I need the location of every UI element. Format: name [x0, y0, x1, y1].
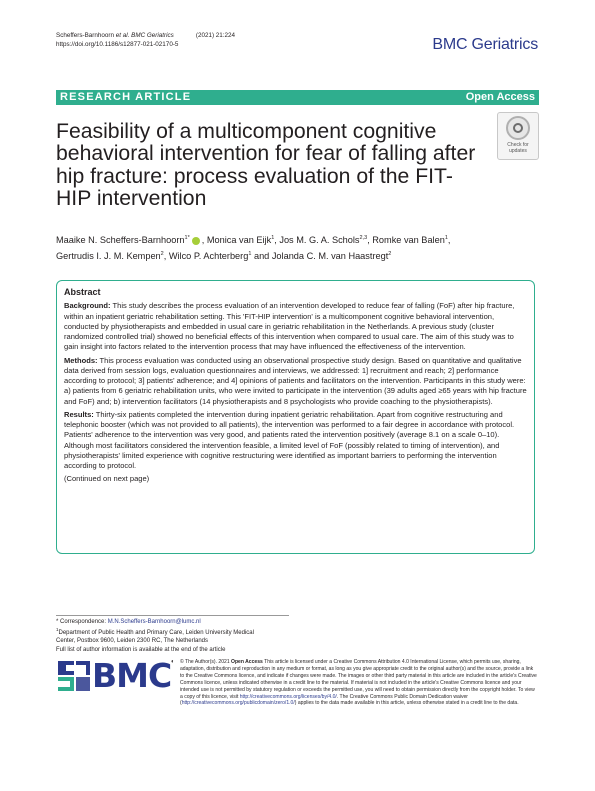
author-list: Maaike N. Scheffers-Barnhoorn$^{1*}$ , Monica van Eijk$^1$, Jos M. G. A. Schols$^{2,3}$, Romke van Balen$^1$, Gertrudis I. J. M. Kempen$^2$, Wilco P. Achterberg$^1$ and Jolanda C. M. van Haastregt$^2$ — [56, 235, 451, 261]
bmc-logo-text: BMC — [92, 656, 172, 695]
article-meta — [56, 31, 235, 49]
author-affiliation: 1* — [184, 235, 190, 241]
license-body: ) applies to the data made available in this article, unless otherwise stated in a credit line to the data. — [294, 700, 519, 707]
license-body: . The Creative Commons Public Domain Dedication waiver ( — [180, 693, 468, 707]
section-text: This study describes the process evaluation of an intervention developed to reduce fear of falling (FoF) after hip fracture, within an inpatient geriatric rehabilitation setting. This 'FIT-HIP intervention' is a multicomponent cognitive behavioral intervention, conducted by physiotherapists and embedded in usual care in geriatric rehabilitation in the Netherlands. A previous study (cluster randomized controlled trial) showed no beneficial effects of this intervention when compared to usual care. The aim of this study was to gain insight into factors related to the intervention process that may have influenced the effectiveness of the intervention. — [64, 301, 515, 352]
article-title: Feasibility of a multicomponent cognitive behavioral intervention for fear of falling after hip fracture: process evaluation of the FIT-HIP intervention — [56, 120, 476, 211]
author-affiliation: 1 — [248, 250, 252, 257]
footnote-divider — [56, 615, 289, 616]
article-type-banner — [56, 90, 539, 105]
license-text — [180, 659, 537, 707]
affiliation-text: Department of Public Health and Primary Care, Leiden University Medical — [58, 630, 254, 637]
copyright: © The Author(s). 2021 — [180, 659, 232, 665]
author-name: , Romke van Balen — [367, 235, 445, 246]
abstract-heading: Abstract — [64, 287, 101, 297]
author-name: , Jos M. G. A. Schols — [274, 235, 360, 246]
author-affiliation: 2 — [388, 250, 392, 257]
section-label: Methods: — [64, 355, 98, 365]
section-text: Thirty-six patients completed the intervention during inpatient geriatric rehabilitation. Apart from cognitive restructuring and telephonic booster (which was not provided to all patients), the intervention was performed to a fair degree in accordance with protocol. Patients' adherence to the intervention was very good, and patients rated the intervention positively (average 8.1 on a scale 0–10). Although most facilitators considered the intervention feasible, a limited level of FoF (possibly related to timing of intervention), and physiotherapists' limited experience with cognitive restructuring were identified as important barriers to performing the intervention according to protocol. — [64, 409, 515, 470]
section-text: This process evaluation was conducted using an observational prospective study design. Based on quantitative and qualitative data derived from session logs, evaluation questionnaires and interviews, we addressed: 1] recruitment and reach; 2] performance according to protocol; 3] patients' adherence; and 4] opinions of patients and facilitators on the intervention. Participants in this study were: a) patients from 6 geriatric rehabilitation units, who were invited to participate in the intervention (39 adults aged ≥65 years with hip fracture and FoF) and; b) intervention facilitators (14 physiotherapists and 8 psychologists who provide coaching to the physiotherapists). — [64, 355, 527, 406]
abstract-methods — [64, 356, 528, 407]
open-access-icon: ◐ — [171, 659, 175, 665]
citation — [56, 31, 235, 40]
doi-link[interactable]: https://doi.org/10.1186/s12877-021-02170-5 — [56, 41, 179, 48]
open-access-label: Open Access — [231, 659, 263, 665]
author-name: Maaike N. Scheffers-Barnhoorn — [56, 235, 185, 246]
section-label: Background: — [64, 301, 111, 311]
affiliation-number: 1 — [56, 627, 59, 633]
license-link[interactable]: http://creativecommons.org/licenses/by/4.0/ — [239, 693, 337, 700]
abstract-background — [64, 301, 528, 352]
author-name: and Jolanda C. M. van Haastregt — [251, 250, 389, 261]
article-type: RESEARCH ARTICLE — [60, 91, 192, 103]
author-affiliation: 2,3 — [359, 235, 368, 241]
author-name: , Monica van Eijk — [201, 235, 272, 246]
section-label: Results: — [64, 409, 94, 419]
orcid-icon[interactable] — [192, 237, 200, 245]
badge-line2: updates — [509, 148, 527, 154]
author-affiliation: 2 — [160, 250, 164, 257]
citation-author: Scheffers-Barnhoorn — [56, 32, 116, 39]
abstract-box — [56, 280, 535, 554]
license-body: This article is licensed under a Creative Commons Attribution 4.0 International License, which permits use, sharing, adaptation, distribution and reproduction in any medium or format, as long as you give appropriate credit to the original author(s) and the source, provide a link to the Creative Commons licence, and indicate if changes were made. The images or other third party material in this article are included in the article's Creative Commons licence, unless indicated otherwise in a credit line to the material. If material is not included in the article's Creative Commons licence and your intended use is not permitted by statutory regulation or exceeds the permitted use, you will need to obtain permission directly from the copyright holder. To view a copy of this licence, visit — [180, 659, 537, 700]
correspondence-label: * Correspondence: — [56, 619, 108, 625]
crossmark-icon — [506, 116, 530, 140]
affiliation-text: Center, Postbox 9600, Leiden 2300 RC, The Netherlands — [56, 638, 208, 645]
bmc-logo-mark-icon — [58, 661, 90, 691]
author-name: Gertrudis I. J. M. Kempen — [56, 250, 161, 261]
author-affiliation: 1 — [271, 235, 275, 241]
journal-name: BMC Geriatrics — [432, 36, 538, 53]
author-affiliation: 1 — [444, 235, 448, 241]
correspondence-block — [56, 618, 296, 654]
badge-line1: Check for — [507, 142, 529, 148]
correspondence-email[interactable]: M.N.Scheffers-Barnhoorn@lumc.nl — [107, 619, 201, 625]
author-info-note: Full list of author information is available at the end of the article — [56, 646, 226, 653]
open-access-label: Open Access — [465, 91, 535, 103]
continued-note: (Continued on next page) — [64, 474, 150, 484]
citation-journal: et al. BMC Geriatrics — [115, 32, 174, 39]
author-name: , Wilco P. Achterberg — [163, 250, 249, 261]
waiver-link[interactable]: http://creativecommons.org/publicdomain/zero/1.0/ — [181, 700, 295, 707]
citation-year: (2021) 21:224 — [195, 32, 236, 39]
check-for-updates-badge[interactable] — [497, 112, 539, 160]
abstract-results — [64, 410, 528, 472]
